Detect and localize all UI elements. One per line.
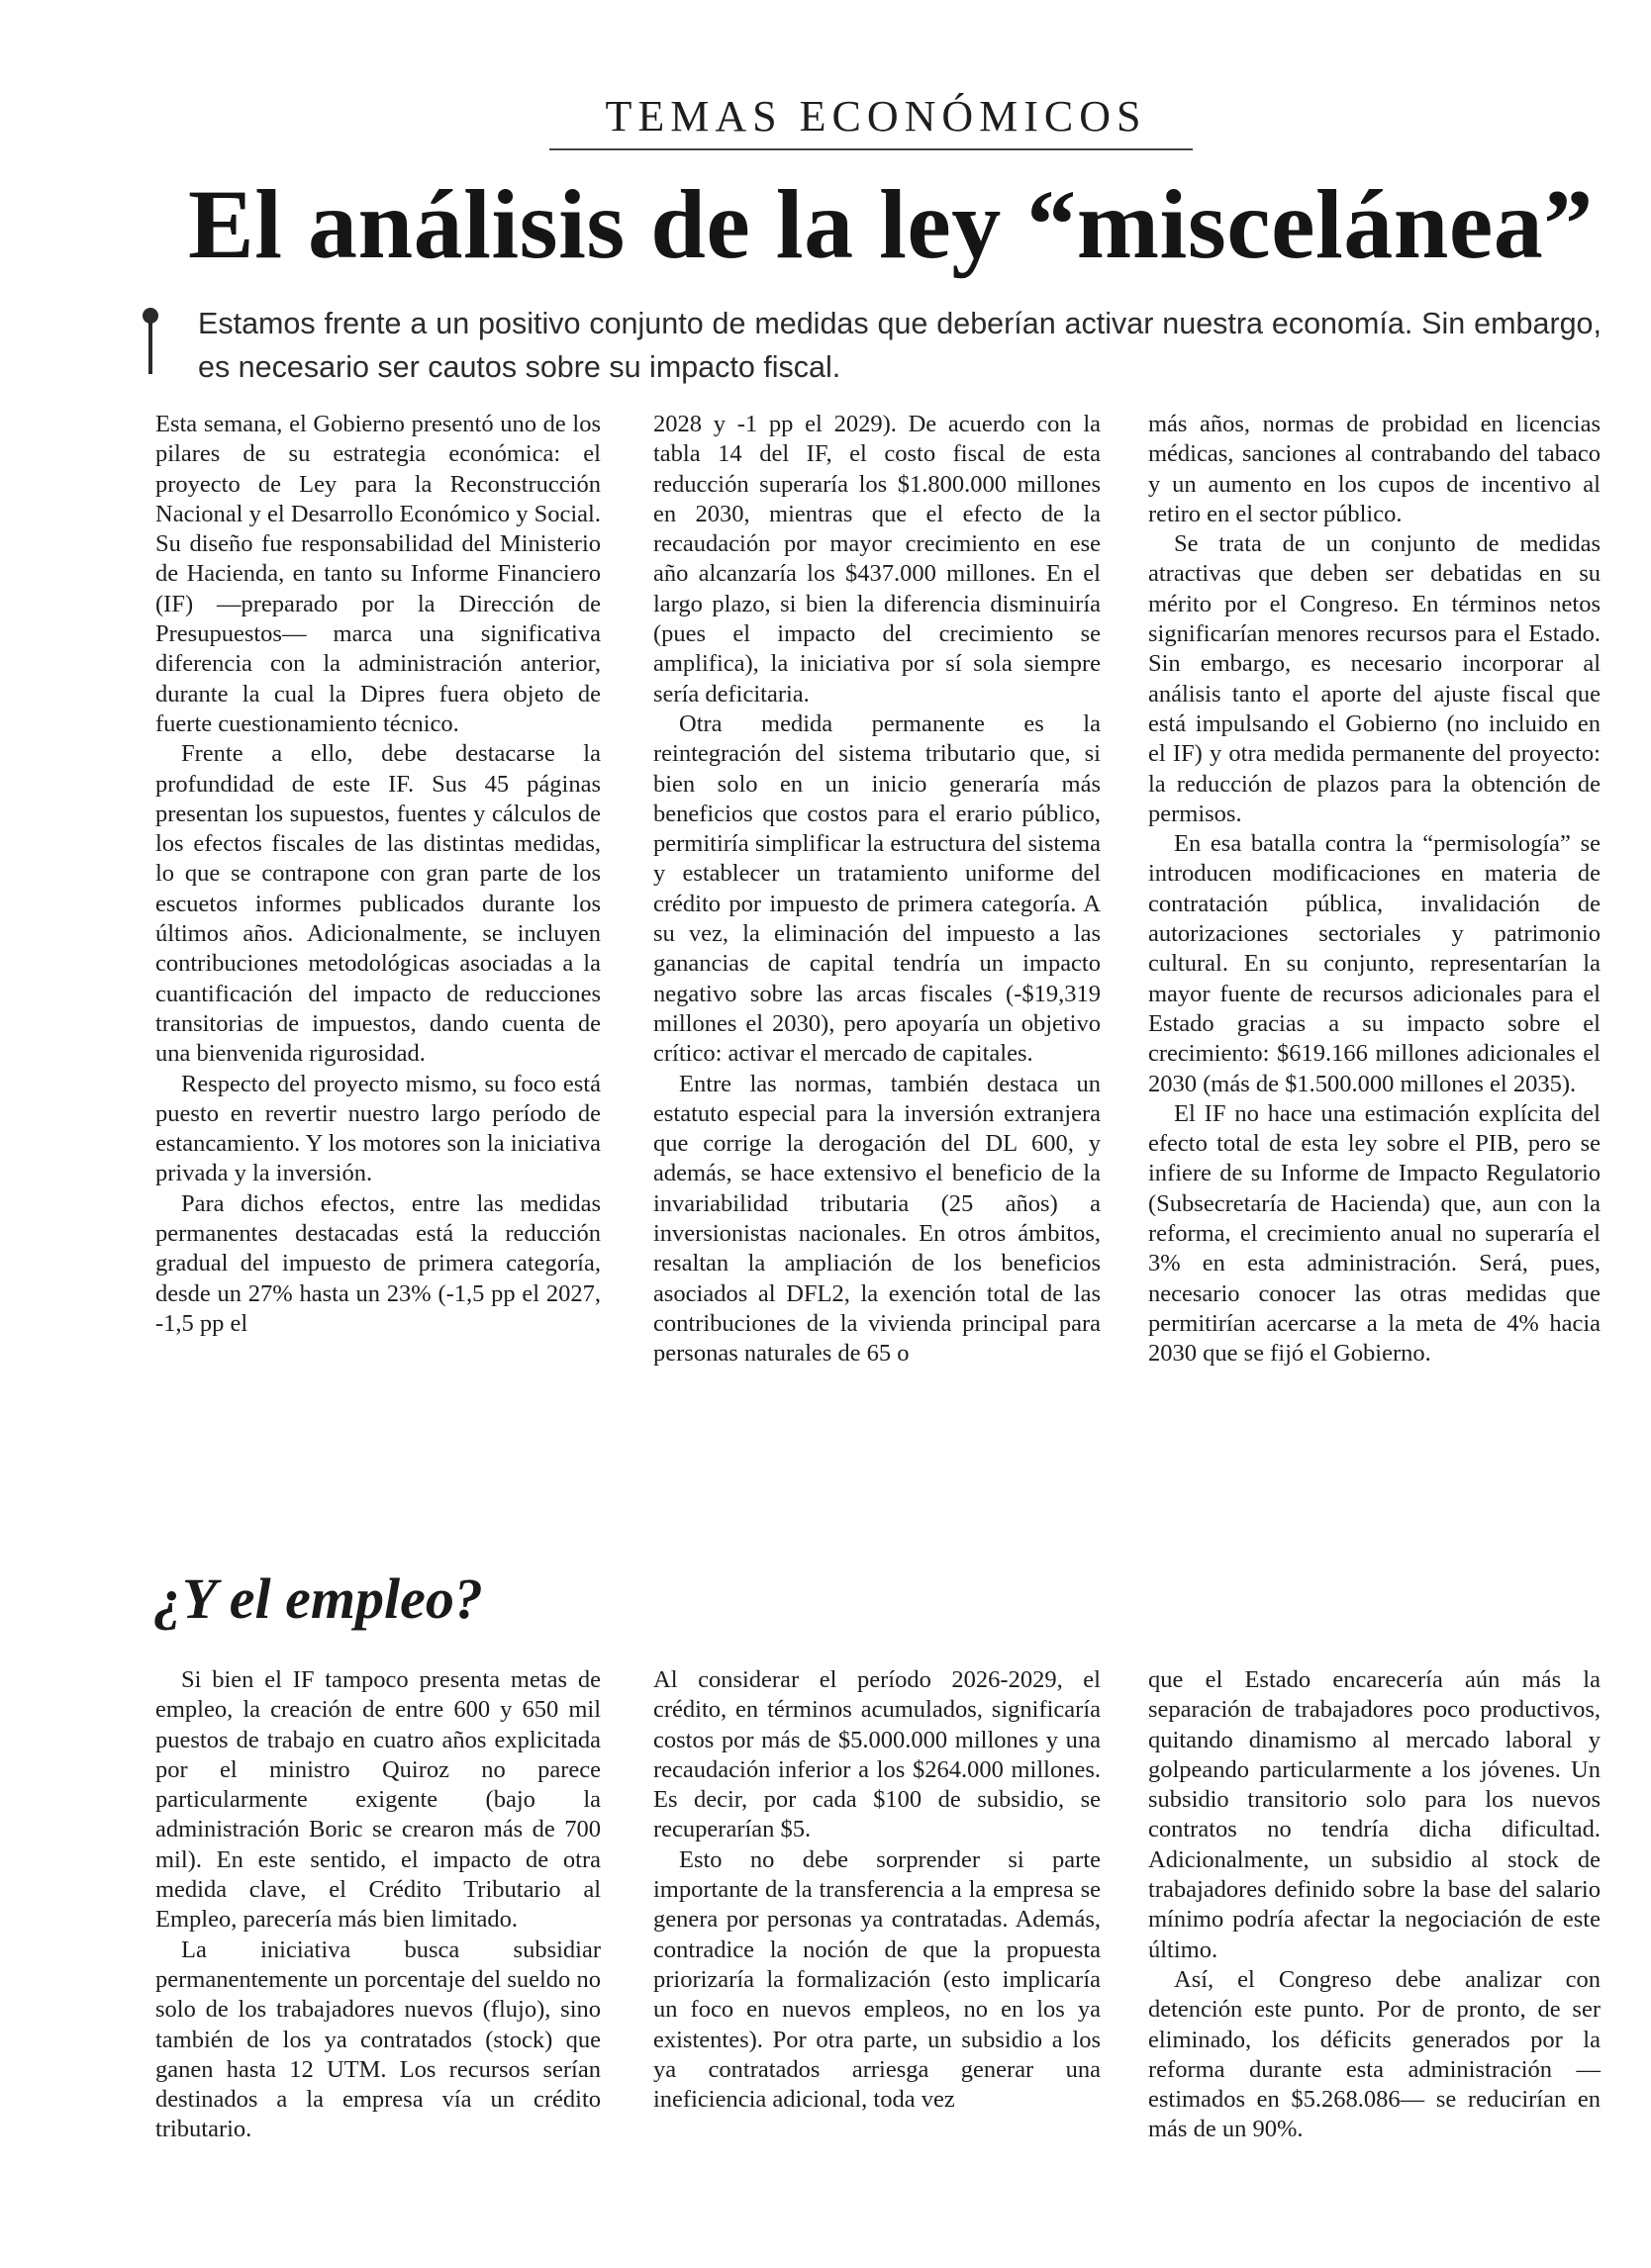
lede-marker-bar xyxy=(148,315,152,374)
paragraph: Para dichos efectos, entre las medidas permanentes destacadas está la reducción gradual del impuesto de primera categoría, desde un 27% hasta un 23% (-1,5 pp el 2027, -1,5 pp el xyxy=(155,1189,601,1337)
paragraph: Esta semana, el Gobierno presentó uno de los pilares de su estrategia económica: el proyecto de Ley para la Reconstrucción Nacional y el Desarrollo Económico y Social. Su diseño fue responsabilidad del Ministerio de Hacienda, en tanto su Informe Financiero (IF) —preparado por la Dirección de Presupuestos— marca una significativa diferencia con la administración anterior, durante la cual la Dipres fuera objeto de fuerte cuestionamiento técnico. xyxy=(155,411,601,737)
paragraph: Así, el Congreso debe analizar con detención este punto. Por de pronto, de ser eliminado, los déficits generados por la reforma durante esta administración —estimados en $5.268.086— se reducirían en más de un 90%. xyxy=(1148,1965,1601,2143)
subheading: ¿Y el empleo? xyxy=(153,1566,483,1631)
top-column-2 xyxy=(653,410,1101,1370)
headline: El análisis de la ley “miscelánea” xyxy=(188,169,1594,279)
paragraph: más años, normas de probidad en licencias médicas, sanciones al contrabando del tabaco y un aumento en los cupos de incentivo al retiro en el sector público. xyxy=(1148,411,1601,527)
bottom-column-2 xyxy=(653,1665,1101,2115)
paragraph: Respecto del proyecto mismo, su foco está puesto en revertir nuestro largo período de estancamiento. Y los motores son la iniciativa privada y la inversión. xyxy=(155,1070,601,1187)
paragraph: En esa batalla contra la “permisología” se introducen modificaciones en materia de contratación pública, invalidación de autorizaciones sectoriales y patrimonio cultural. En su conjunto, representarían la mayor fuente de recursos adicionales para el Estado gracias a su impacto sobre el crecimiento: $619.166 millones adicionales el 2030 (más de $1.500.000 millones el 2035). xyxy=(1148,830,1601,1097)
paragraph: La iniciativa busca subsidiar permanentemente un porcentaje del sueldo no solo de los trabajadores nuevos (flujo), sino también de los ya contratados (stock) que ganen hasta 12 UTM. Los recursos serían destinados a la empresa vía un crédito tributario. xyxy=(155,1936,601,2143)
bottom-column-3 xyxy=(1148,1665,1601,2145)
paragraph: Al considerar el período 2026-2029, el crédito, en términos acumulados, significaría costos por más de $5.000.000 millones y una recaudación inferior a los $264.000 millones. Es decir, por cada $100 de subsidio, se recuperarían $5. xyxy=(653,1666,1101,1843)
paragraph: Se trata de un conjunto de medidas atractivas que deben ser debatidas en su mérito por el Congreso. En términos netos significarían menores recursos para el Estado. Sin embargo, es necesario incorporar al análisis tanto el aporte del ajuste fiscal que está impulsando el Gobierno (no incluido en el IF) y otra medida permanente del proyecto: la reducción de plazos para la obtención de permisos. xyxy=(1148,530,1601,827)
paragraph: Frente a ello, debe destacarse la profundidad de este IF. Sus 45 páginas presentan los supuestos, fuentes y cálculos de los efectos fiscales de las distintas medidas, lo que se contrapone con gran parte de los escuetos informes publicados durante los últimos años. Adicionalmente, se incluyen contribuciones metodológicas asociadas a la cuantificación del impacto de reducciones transitorias de impuestos, dando cuenta de una bienvenida rigurosidad. xyxy=(155,740,601,1068)
paragraph: que el Estado encarecería aún más la separación de trabajadores poco productivos, quitando dinamismo al mercado laboral y golpeando particularmente a los jóvenes. Un subsidio transitorio solo para los nuevos contratos no tendría dicha dificultad. Adicionalmente, un subsidio al stock de trabajadores definido sobre la base del salario mínimo podría afectar la negociación de este último. xyxy=(1148,1666,1601,1963)
paragraph: Entre las normas, también destaca un estatuto especial para la inversión extranjera que corrige la derogación del DL 600, y además, se hace extensivo el beneficio de la invariabilidad tributaria (25 años) a inversionistas nacionales. En otros ámbitos, resaltan la ampliación de los beneficios asociados al DFL2, la exención total de las contribuciones de la vivienda principal para personas naturales de 65 o xyxy=(653,1070,1101,1368)
paragraph: Si bien el IF tampoco presenta metas de empleo, la creación de entre 600 y 650 mil puestos de trabajo en cuatro años explicitada por el ministro Quiroz no parece particularmente exigente (bajo la administración Boric se crearon más de 700 mil). En este sentido, el impacto de otra medida clave, el Crédito Tributario al Empleo, parecería más bien limitado. xyxy=(155,1666,601,1934)
top-column-1 xyxy=(155,410,601,1339)
paragraph: El IF no hace una estimación explícita del efecto total de esta ley sobre el PIB, pero se infiere de su Informe de Impacto Regulatorio (Subsecretaría de Hacienda) que, aun con la reforma, el crecimiento anual no superaría el 3% en esta administración. Será, pues, necesario conocer las otras medidas que permitirían acercarse a la meta de 4% hacia 2030 que se fijó el Gobierno. xyxy=(1148,1099,1601,1368)
paragraph: Otra medida permanente es la reintegración del sistema tributario que, si bien solo en un inicio generaría más beneficios que costos para el erario público, permitiría simplificar la estructura del sistema y establecer un tratamiento uniforme del crédito por impuesto de primera categoría. A su vez, la eliminación del impuesto a las ganancias de capital tendría un impacto negativo sobre las arcas fiscales (-$19,319 millones el 2030), pero apoyaría un objetivo crítico: activar el mercado de capitales. xyxy=(653,709,1101,1068)
bottom-column-1 xyxy=(155,1665,601,2145)
paragraph: Esto no debe sorprender si parte importante de la transferencia a la empresa se genera por personas ya contratadas. Además, contradice la noción de que la propuesta priorizaría la formalización (esto implicaría un foco en nuevos empleos, no en los ya existentes). Por otra parte, un subsidio a los ya contratados arriesga generar una ineficiencia adicional, toda vez xyxy=(653,1845,1101,2114)
section-divider xyxy=(549,148,1193,150)
section-title: TEMAS ECONÓMICOS xyxy=(605,92,1147,141)
lede: Estamos frente a un positivo conjunto de medidas que deberían activar nuestra economía. Sin embargo, es necesario ser cautos sobre su impacto fiscal. xyxy=(198,307,1602,384)
top-column-3 xyxy=(1148,410,1601,1370)
paragraph: 2028 y -1 pp el 2029). De acuerdo con la tabla 14 del IF, el costo fiscal de esta reducción superaría los $1.800.000 millones en 2030, mientras que el efecto de la recaudación por mayor crecimiento en ese año alcanzaría los $437.000 millones. En el largo plazo, si bien la diferencia disminuiría (pues el impacto del crecimiento se amplifica), la iniciativa por sí sola siempre sería deficitaria. xyxy=(653,411,1101,708)
